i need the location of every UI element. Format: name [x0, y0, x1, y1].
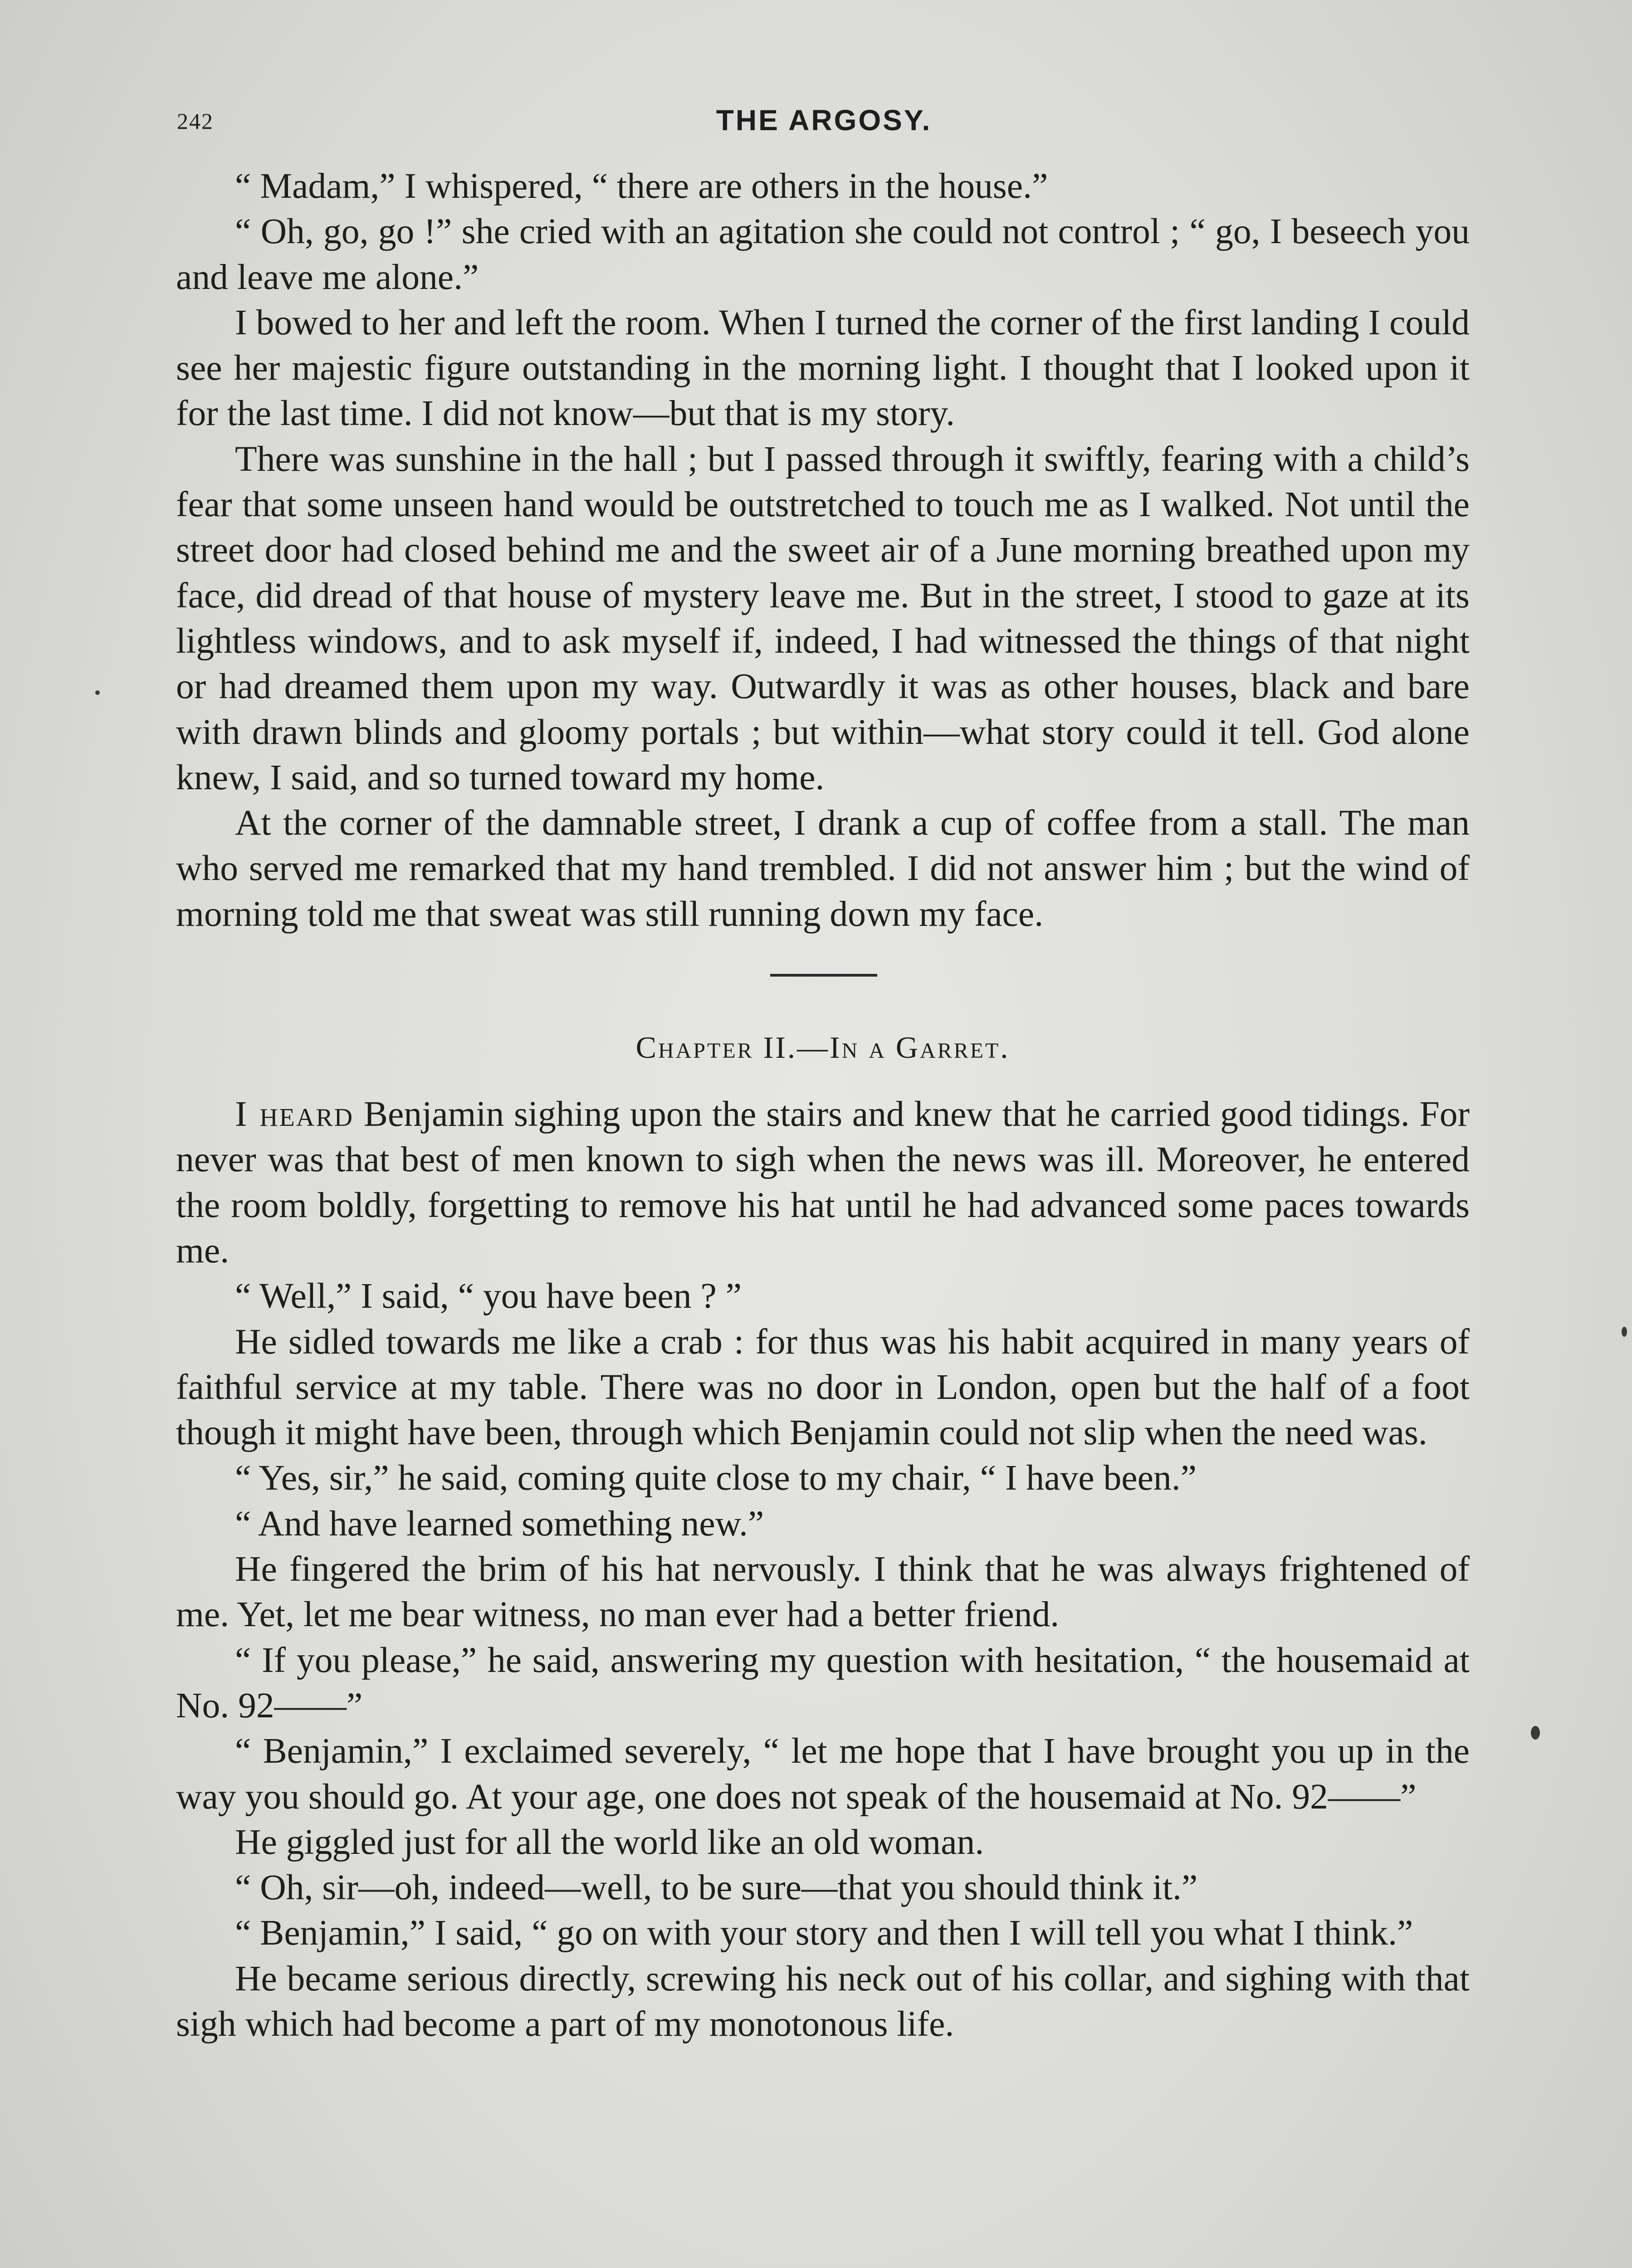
chapter-opening-paragraph [176, 1091, 1470, 1273]
paragraph: There was sunshine in the hall ; but I passed through it swiftly, fearing with a child’s fear that some unseen hand would be outstretched to touch me as I walked. Not until the street door had closed behind me and the sweet air of a June morning breathed upon my face, did dread of that house of mystery leave me. But in the street, I stood to gaze at its lightless windows, and to ask myself if, indeed, I had witnessed the things of that night or had dreamed them upon my way. Outwardly it was as other houses, black and bare with drawn blinds and gloomy portals ; but within—what story could it tell. God alone knew, I said, and so turned toward my home. [176, 439, 1470, 797]
paragraph: I bowed to her and left the room. When I turned the corner of the first landing I could see her majestic figure outstanding in the morning light. I thought that I looked upon it for the last time. I did not know—but that is my story. [176, 302, 1470, 434]
chapter-heading: Chapter II.—In a Garret. [635, 1030, 1010, 1065]
opening-small-caps: I heard [235, 1094, 354, 1134]
paragraph: “ Yes, sir,” he said, coming quite close to my chair, “ I have been.” [235, 1458, 1197, 1498]
running-title: THE ARGOSY. [716, 104, 932, 137]
paragraph: “ Benjamin,” I said, “ go on with your story and then I will tell you what I think.” [235, 1913, 1413, 1953]
page-header [177, 103, 1471, 140]
paragraph: He giggled just for all the world like an old woman. [235, 1822, 984, 1862]
body-text [176, 163, 1470, 2047]
paragraph: He became serious directly, screwing his neck out of his collar, and sighing with that sigh which had become a part of my monotonous life. [176, 1958, 1470, 2044]
paragraph: “ Well,” I said, “ you have been ? ” [235, 1276, 742, 1316]
opening-text: Benjamin sighing upon the stairs and knew that he carried good tidings. For never was that best of men known to sigh when the news was ill. Moreover, he entered the room boldly, forgetting to remove his hat until he had advanced some paces towards me. [176, 1094, 1470, 1271]
paragraph: “ Oh, sir—oh, indeed—well, to be sure—that you should think it.” [235, 1867, 1198, 1908]
paragraph: “ If you please,” he said, answering my question with hesitation, “ the housemaid at No. 92——” [176, 1640, 1470, 1725]
ink-spot [1622, 1327, 1627, 1337]
paragraph: “ And have learned something new.” [235, 1503, 764, 1544]
paragraph: “ Madam,” I whispered, “ there are others in the house.” [235, 166, 1048, 206]
ink-spot [95, 690, 100, 695]
paragraph: “ Benjamin,” I exclaimed severely, “ let me hope that I have brought you up in the way you should go. At your age, one does not speak of the housemaid at No. 92——” [176, 1731, 1470, 1817]
paragraph: At the corner of the damnable street, I drank a cup of coffee from a stall. The man who served me remarked that my hand trembled. I did not answer him ; but the wind of morning told me that sweat was still running down my face. [176, 803, 1470, 934]
divider-rule [770, 974, 877, 977]
paragraph: “ Oh, go, go !” she cried with an agitation she could not control ; “ go, I beseech you and leave me alone.” [176, 211, 1470, 297]
paragraph: He fingered the brim of his hat nervously. I think that he was always frightened of me. Yet, let me bear witness, no man ever had a better friend. [176, 1549, 1470, 1635]
section-divider [176, 937, 1470, 1028]
page-number: 242 [177, 108, 214, 134]
ink-spot [1531, 1726, 1540, 1740]
paragraph: He sidled towards me like a crab : for thus was his habit acquired in many years of faithful service at my table. There was no door in London, open but the half of a foot though it might have been, through which Benjamin could not slip when the need was. [176, 1321, 1470, 1453]
